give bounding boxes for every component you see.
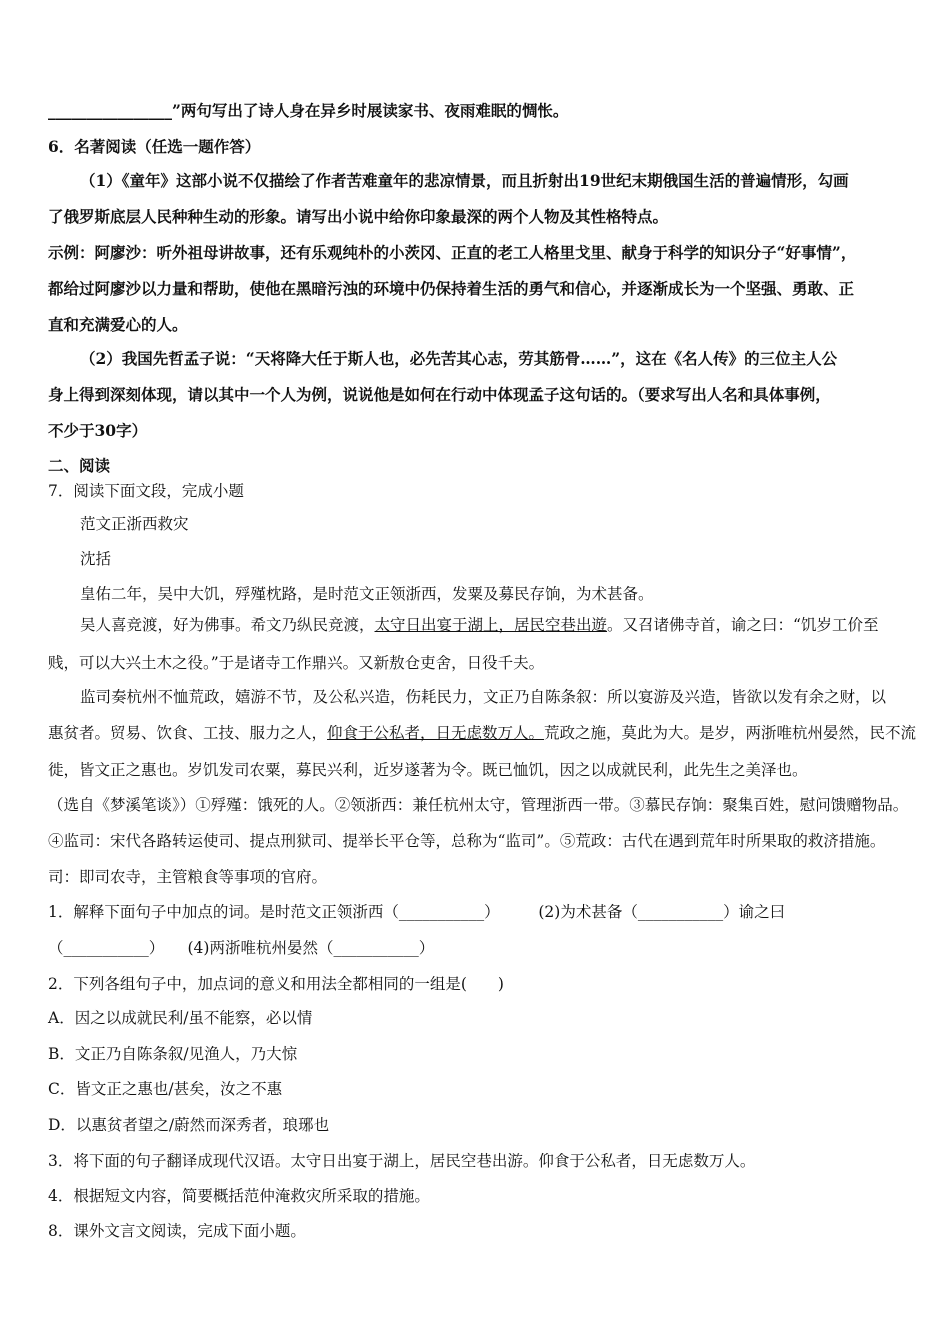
subquestion-2: 2．下列各组句子中，加点词的意义和用法全都相同的一组是( ) xyxy=(48,975,504,993)
passage-paragraph-1: 皇佑二年，吴中大饥，殍殣枕路，是时范文正领浙西，发粟及募民存饷，为术甚备。 xyxy=(80,585,654,603)
notes-line-1: （选自《梦溪笔谈》）①殍殣：饿死的人。②领浙西：兼任杭州太守，管理浙西一带。③慕民存饷：聚集百姓，慰问馈赠物品。 xyxy=(48,796,909,814)
poem-answer-line xyxy=(48,100,914,122)
section-2-heading: 二、阅读 xyxy=(48,456,111,475)
question-6-1-line-1: （1）《童年》这部小说不仅描绘了作者苦难童年的悲凉情景，而且折射出19世纪末期俄国生活的普遍情形，勾画 xyxy=(80,171,849,190)
question-6-2-line-3: 不少于30字） xyxy=(48,421,148,440)
option-d[interactable]: D．以惠贫者望之/蔚然而深秀者，琅琊也 xyxy=(48,1116,330,1134)
passage-title: 范文正浙西救灾 xyxy=(80,515,189,533)
passage-paragraph-3-line-2: 惠贫者。贸易、饮食、工技、服力之人，仰食于公私者，日无虑数万人。荒政之施，莫此为大。是岁，两浙唯杭州晏然，民不流 xyxy=(48,724,917,742)
example-line-2: 都给过阿廖沙以力量和帮助，使他在黑暗污浊的环境中仍保持着生活的勇气和信心，并逐渐成长为一个坚强、勇敢、正 xyxy=(48,279,855,298)
question-7-intro: 7．阅读下面文段，完成小题 xyxy=(48,482,244,500)
passage-paragraph-3-line-1: 监司奏杭州不恤荒政，嬉游不节，及公私兴造，伤耗民力，文正乃自陈条叙：所以宴游及兴造，皆欲以发有余之财，以 xyxy=(80,688,887,706)
passage-paragraph-2-line-1: 吴人喜竞渡，好为佛事。希文乃纵民竞渡，太守日出宴于湖上，居民空巷出遊。又召诸佛寺首，谕之曰：“饥岁工价至 xyxy=(80,616,879,634)
subquestion-1-line-1: 1．解释下面句子中加点的词。是时范文正领浙西（___________） (2)为术甚备（___________）谕之曰 xyxy=(48,903,786,921)
notes-line-2: ④监司：宋代各路转运使司、提点刑狱司、提举长平仓等，总称为“监司”。⑤荒政：古代在遇到荒年时所果取的救济措施。 xyxy=(48,832,886,850)
line-text: ”两句写出了诗人身在异乡时展读家书、夜雨难眠的惆怅。 xyxy=(172,101,569,120)
subquestion-1-line-2: （___________） (4)两浙唯杭州晏然（___________） xyxy=(48,939,435,957)
question-6-2-line-2: 身上得到深刻体现，请以其中一个人为例，说说他是如何在行动中体现孟子这句话的。（要求写出人名和具体事例， xyxy=(48,385,831,404)
underlined-sentence-1: 太守日出宴于湖上，居民空巷出遊 xyxy=(374,616,608,634)
example-line-3: 直和充满爱心的人。 xyxy=(48,315,188,334)
question-6-1-line-2: 了俄罗斯底层人民种种生动的形象。请写出小说中给你印象最深的两个人物及其性格特点。 xyxy=(48,207,669,226)
example-line-1: 示例：阿廖沙：听外祖母讲故事，还有乐观纯朴的小茨冈、正直的老工人格里戈里、献身于科学的知识分子“好事情”， xyxy=(48,243,857,262)
question-8-intro: 8．课外文言文阅读，完成下面小题。 xyxy=(48,1222,306,1240)
subquestion-3: 3．将下面的句子翻译成现代汉语。太守日出宴于湖上，居民空巷出游。仰食于公私者，日无虑数万人。 xyxy=(48,1152,756,1170)
passage-paragraph-2-line-2: 贱，可以大兴土木之役。”于是诸寺工作鼎兴。又新敖仓吏舍，日役千夫。 xyxy=(48,654,545,672)
underlined-sentence-2: 仰食于公私者，日无虑数万人。 xyxy=(327,724,545,742)
question-6-title: 6．名著阅读（任选一题作答） xyxy=(48,137,261,156)
notes-line-3: 司：即司农寺，主管粮食等事项的官府。 xyxy=(48,868,328,886)
option-b[interactable]: B．文正乃自陈条叙/见渔人，乃大惊 xyxy=(48,1045,298,1063)
option-c[interactable]: C．皆文正之惠也/甚矣，汝之不惠 xyxy=(48,1080,283,1098)
passage-author: 沈括 xyxy=(80,550,112,568)
option-a[interactable]: A．因之以成就民利/虽不能察，必以情 xyxy=(48,1009,313,1027)
answer-blank[interactable]: ________________ xyxy=(48,101,172,120)
passage-paragraph-3-line-3: 徙，皆文正之惠也。岁饥发司农粟，募民兴利，近岁遂著为令。既已恤饥，因之以成就民利，此先生之美泽也。 xyxy=(48,761,808,779)
question-6-2-line-1: （2）我国先哲孟子说：“天将降大任于斯人也，必先苦其心志，劳其筋骨……”，这在《名人传》的三位主人公 xyxy=(80,349,838,368)
subquestion-4: 4．根据短文内容，简要概括范仲淹救灾所采取的措施。 xyxy=(48,1187,430,1205)
